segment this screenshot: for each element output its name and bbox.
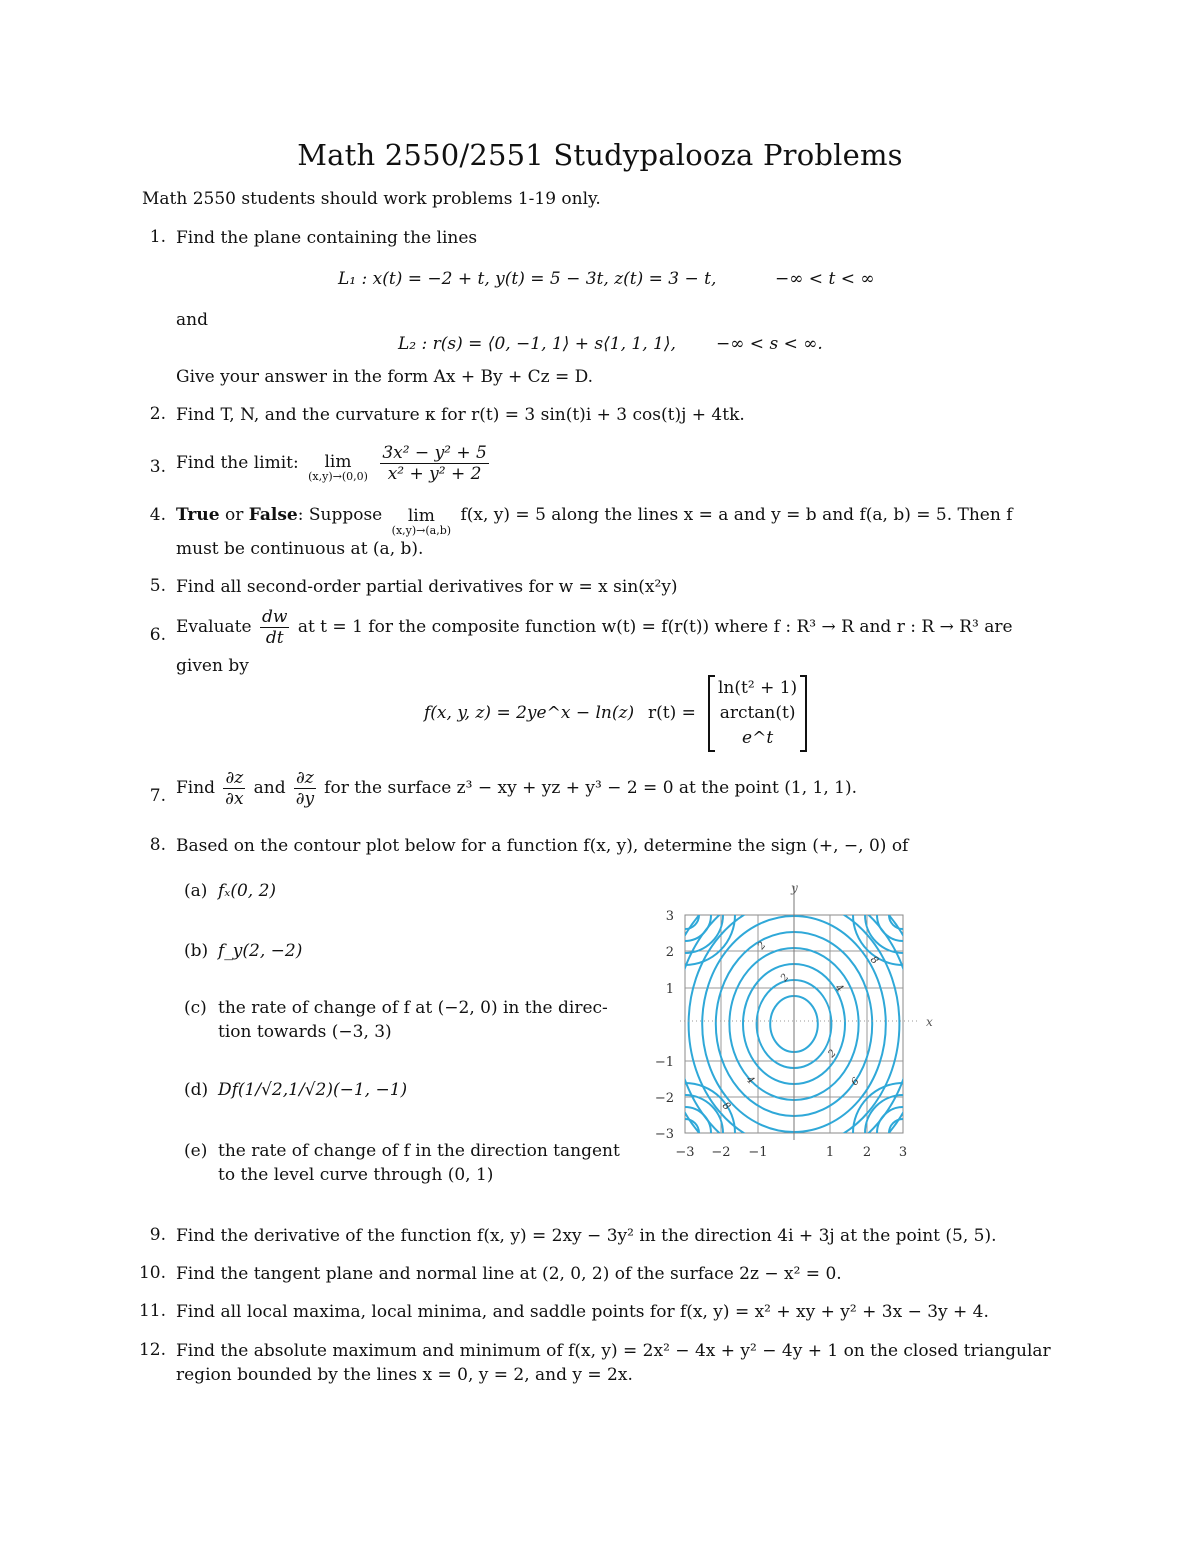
y-tick: −3 xyxy=(654,1127,674,1142)
problem-10-number: 10. xyxy=(138,1263,166,1283)
evaluate-word: Evaluate xyxy=(176,617,252,637)
lim-word: lim xyxy=(407,505,435,526)
problem-1-answer-form: Give your answer in the form Ax + By + Cz = D. xyxy=(176,367,594,387)
problem-4-continuation: must be continuous at (a, b). xyxy=(176,539,424,559)
part-b-text: f_y(2, −2) xyxy=(218,941,303,961)
denominator: ∂x xyxy=(225,789,244,809)
find-word: Find xyxy=(176,778,216,798)
contour-label: 2 xyxy=(826,1047,839,1061)
part-a-text: fₓ(0, 2) xyxy=(218,881,277,901)
problem-12-text-1: Find the absolute maximum and minimum of f(x, y) = 2x² − 4x + y² − 4y + 1 on the closed triangular xyxy=(176,1341,1051,1361)
y-tick: 2 xyxy=(665,945,674,960)
problem-6-r-definition: r(t) = xyxy=(648,703,696,723)
part-e-label: (e) xyxy=(184,1141,208,1161)
problem-2-text: Find T, N, and the curvature κ for r(t) = 3 sin(t)i + 3 cos(t)j + 4tk. xyxy=(176,405,745,425)
problem-1-text: Find the plane containing the lines xyxy=(176,228,478,248)
denominator: ∂y xyxy=(295,789,315,809)
part-e-text-2: to the level curve through (0, 1) xyxy=(218,1165,494,1185)
problem-9-number: 9. xyxy=(149,1225,166,1245)
problem-6-text xyxy=(176,605,1013,649)
problem-6-given-by: given by xyxy=(176,656,249,676)
lim-word: lim xyxy=(324,451,352,472)
part-c-text-2: tion towards (−3, 3) xyxy=(218,1022,392,1042)
problem-1-line2: L₂ : r(s) = ⟨0, −1, 1⟩ + s⟨1, 1, 1⟩, xyxy=(398,334,676,354)
problem-3-label: Find the limit: xyxy=(176,453,299,473)
y-axis-label: y xyxy=(791,881,798,895)
dz-dy-fraction xyxy=(294,768,316,809)
problem-8-number: 8. xyxy=(149,835,166,855)
x-tick: 2 xyxy=(862,1145,872,1160)
problem-6-statement: at t = 1 for the composite function w(t) = f(r(t)) where f : R³ → R and r : R → R³ are xyxy=(297,617,1013,637)
y-tick: 3 xyxy=(665,909,674,924)
contour-label: 6 xyxy=(849,1075,862,1089)
numerator: ∂z xyxy=(296,768,314,788)
part-d-text: Df(1/√2,1/√2)(−1, −1) xyxy=(218,1080,408,1100)
problem-6-f-definition: f(x, y, z) = 2ye^x − ln(z) xyxy=(424,703,635,723)
lim-subscript: (x,y)→(a,b) xyxy=(391,523,452,537)
y-tick-labels xyxy=(655,909,674,1142)
part-a-label: (a) xyxy=(184,881,208,901)
y-tick: −2 xyxy=(654,1091,674,1106)
numerator: ∂z xyxy=(225,768,244,788)
problem-1-line2-range: −∞ < s < ∞. xyxy=(716,334,823,354)
contour-label: 2 xyxy=(755,939,769,952)
y-tick: −1 xyxy=(654,1055,674,1070)
problem-11-number: 11. xyxy=(138,1301,166,1321)
problem-1-line1-range: −∞ < t < ∞ xyxy=(775,269,875,289)
and-word: and xyxy=(253,778,286,798)
lim-subscript: (x,y)→(0,0) xyxy=(308,469,368,483)
x-tick: 3 xyxy=(898,1145,908,1160)
contour-label: 4 xyxy=(743,1074,757,1087)
problem-11-text: Find all local maxima, local minima, and saddle points for f(x, y) = x² + xy + y² + 3x − 3y + 4. xyxy=(176,1302,989,1322)
problem-3-fraction xyxy=(380,443,489,484)
problem-4-suppose: : Suppose xyxy=(297,505,383,525)
denominator: dt xyxy=(265,628,284,648)
problem-10-text: Find the tangent plane and normal line at (2, 0, 2) of the surface 2z − x² = 0. xyxy=(176,1264,842,1284)
problem-7-number: 7. xyxy=(149,786,166,806)
contour-curve xyxy=(853,878,950,965)
x-tick: −2 xyxy=(711,1145,731,1160)
problem-1-line1: L₁ : x(t) = −2 + t, y(t) = 5 − 3t, z(t) = 3 − t, xyxy=(338,269,717,289)
contour-label: 4 xyxy=(832,982,846,995)
contour-plot-svg xyxy=(640,878,950,1163)
x-tick: −1 xyxy=(748,1145,768,1160)
part-c-label: (c) xyxy=(184,998,207,1018)
page-title: Math 2550/2551 Studypalooza Problems xyxy=(297,138,903,172)
contour-plot xyxy=(640,878,950,1167)
dw-dt-fraction xyxy=(260,607,289,648)
contour-label: 8 xyxy=(719,1100,733,1113)
problem-12-number: 12. xyxy=(138,1340,166,1360)
intro-text: Math 2550 students should work problems 1-19 only. xyxy=(142,189,601,209)
numerator: dw xyxy=(261,607,288,627)
problem-9-text: Find the derivative of the function f(x, y) = 2xy − 3y² in the direction 4i + 3j at the point (5, 5). xyxy=(176,1226,997,1246)
problem-4-condition: f(x, y) = 5 along the lines x = a and y = b and f(a, b) = 5. Then f xyxy=(460,505,1013,525)
problem-1-and: and xyxy=(176,310,208,330)
problem-1-number: 1. xyxy=(149,227,166,247)
numerator: 3x² − y² + 5 xyxy=(382,443,487,463)
vector-entry-2: arctan(t) xyxy=(719,703,796,723)
problem-6-number: 6. xyxy=(149,625,166,645)
vector-entry-1: ln(t² + 1) xyxy=(718,678,798,698)
problem-3-number: 3. xyxy=(149,457,166,477)
false-label: False xyxy=(248,505,298,525)
or-word: or xyxy=(224,505,244,525)
part-b-label: (b) xyxy=(184,941,209,961)
contour-label: 2 xyxy=(778,971,792,984)
x-axis-label: x xyxy=(926,1015,933,1029)
problem-3-text xyxy=(176,441,492,485)
problem-5-text: Find all second-order partial derivatives for w = x sin(x²y) xyxy=(176,577,678,597)
problem-7-text xyxy=(176,766,857,810)
problem-8-text: Based on the contour plot below for a function f(x, y), determine the sign (+, −, 0) of xyxy=(176,836,909,856)
x-tick-labels xyxy=(675,1145,907,1160)
problem-4-number: 4. xyxy=(149,505,166,525)
problem-4-limit xyxy=(392,507,451,537)
x-tick: 1 xyxy=(825,1145,835,1160)
contour-label: 8 xyxy=(867,954,881,967)
problem-7-statement: for the surface z³ − xy + yz + y³ − 2 = 0 at the point (1, 1, 1). xyxy=(324,778,858,798)
part-c-text-1: the rate of change of f at (−2, 0) in the direc- xyxy=(218,998,608,1018)
dz-dx-fraction xyxy=(223,768,245,809)
part-d-label: (d) xyxy=(184,1080,209,1100)
problem-5-number: 5. xyxy=(149,576,166,596)
problem-2-number: 2. xyxy=(149,404,166,424)
problem-6-vector xyxy=(708,676,807,751)
y-tick: 1 xyxy=(665,982,674,997)
vector-entry-3: e^t xyxy=(742,728,774,748)
problem-4-text xyxy=(176,496,1013,537)
problem-12-text-2: region bounded by the lines x = 0, y = 2, and y = 2x. xyxy=(176,1365,633,1385)
denominator: x² + y² + 2 xyxy=(387,464,482,484)
problem-3-limit xyxy=(308,453,368,483)
x-tick: −3 xyxy=(675,1145,695,1160)
true-label: True xyxy=(176,505,220,525)
part-e-text-1: the rate of change of f in the direction tangent xyxy=(218,1141,620,1161)
